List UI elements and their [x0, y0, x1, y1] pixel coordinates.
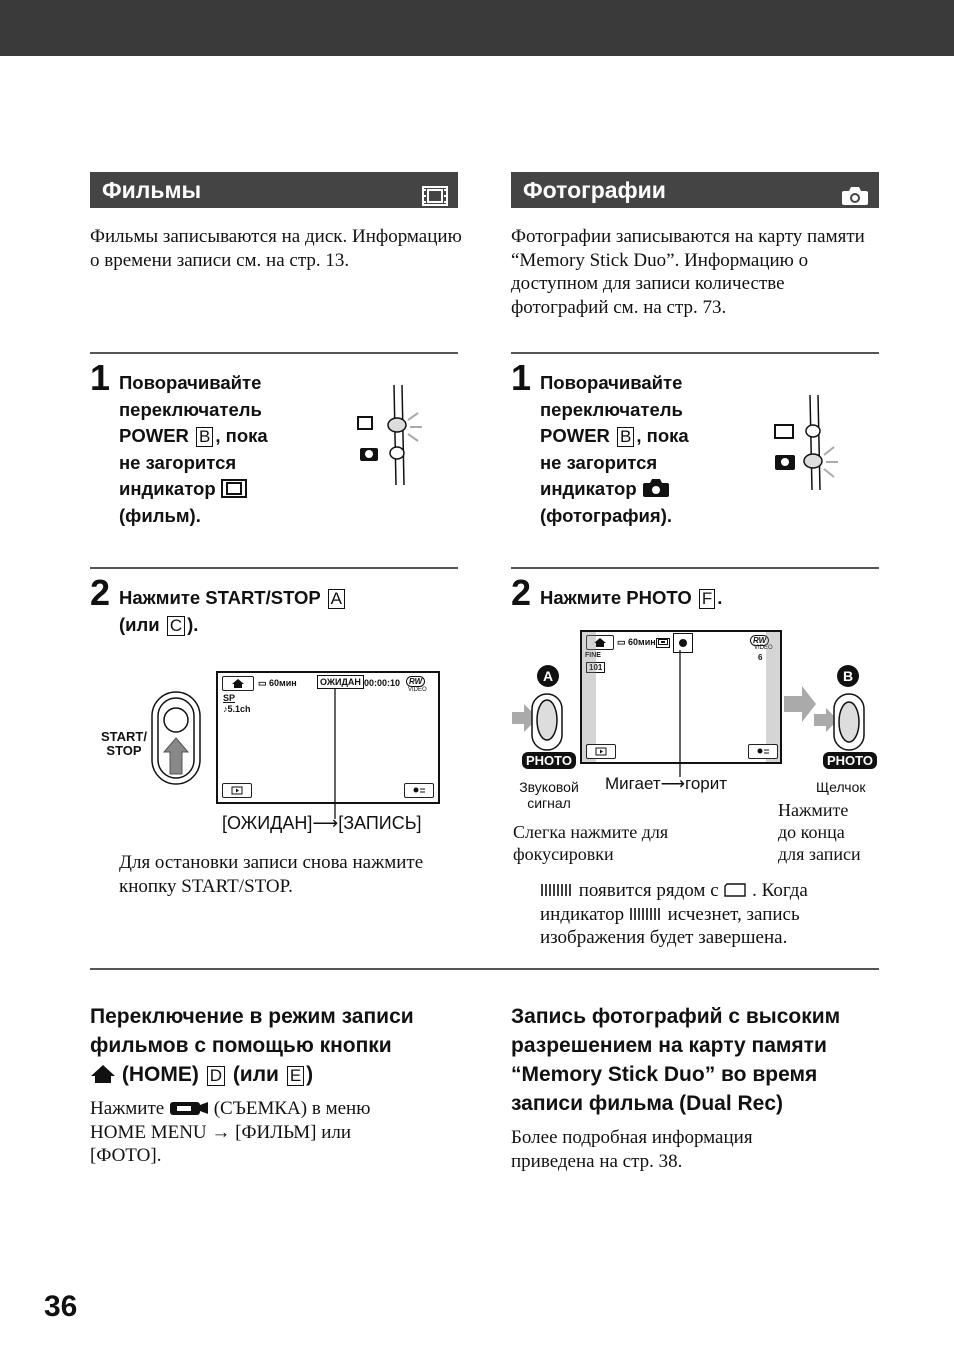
photos-step2-text	[540, 585, 870, 612]
dual-rec-icon	[658, 639, 668, 645]
heading-line: “Memory Stick Duo” во время	[511, 1063, 818, 1086]
step-line	[119, 585, 449, 612]
step-line: не загорится	[540, 451, 658, 473]
battery-text: 60мин	[269, 678, 297, 688]
reference-box: B	[617, 427, 634, 447]
heading-text: (или	[232, 1063, 279, 1086]
click-label: Щелчок	[816, 779, 866, 795]
reference-box: B	[196, 427, 213, 447]
photo-count: 6	[758, 653, 763, 662]
text-line: фокусировки	[513, 844, 614, 864]
photo-label: PHOTO	[823, 752, 877, 769]
beep-label	[514, 779, 584, 811]
heading-line	[90, 1060, 470, 1089]
movies-intro: Фильмы записываются на диск. Информацию о времени записи см. на стр. 13.	[90, 226, 462, 271]
focus-dot	[679, 639, 687, 647]
camera-icon	[642, 478, 670, 499]
video-mode: VIDEO	[754, 645, 773, 651]
full-press-caption	[778, 799, 888, 865]
step-line: не загорится	[119, 451, 237, 473]
screen-edge-shade	[582, 632, 596, 762]
blink-label	[605, 775, 727, 793]
step-text: , пока	[636, 425, 689, 446]
heading-line: разрешением на карту памяти	[511, 1034, 827, 1057]
power-switch-illustration	[352, 385, 432, 485]
audio-text: 5.1ch	[227, 704, 251, 714]
text: исчезнет, запись	[667, 903, 800, 925]
step-text: POWER	[119, 425, 189, 446]
battery-icon: ▭	[617, 637, 626, 647]
step-text: .	[717, 587, 723, 608]
folder-indicator: 101	[586, 662, 605, 673]
step-line	[119, 476, 359, 503]
step-line	[119, 423, 359, 450]
step-number: 2	[511, 572, 532, 613]
marker-b: B	[837, 665, 859, 687]
photos-step1-text	[540, 370, 780, 529]
step-line: переключатель	[540, 398, 683, 420]
status-pointer-line	[320, 688, 360, 828]
text-line: приведена на стр. 38.	[511, 1150, 683, 1172]
divider	[511, 352, 879, 354]
quality-indicator: SP	[223, 693, 236, 703]
heading-text: )	[306, 1063, 314, 1086]
dual-rec-indicator	[656, 638, 670, 648]
focus-caption	[513, 821, 753, 865]
divider	[90, 567, 458, 569]
step-text: Нажмите START/STOP	[119, 587, 321, 608]
playback-button[interactable]	[222, 783, 252, 798]
text-line	[540, 879, 880, 903]
caption-from: [ОЖИДАН]	[222, 813, 313, 833]
film-icon	[221, 478, 247, 499]
step-number: 1	[90, 357, 111, 398]
option-button[interactable]	[748, 744, 778, 759]
option-button[interactable]	[404, 783, 434, 798]
power-switch-illustration	[772, 395, 852, 490]
movies-step1-text	[119, 370, 359, 529]
recording-note	[540, 879, 880, 950]
step-line: (фильм).	[119, 504, 201, 526]
text: (СЪЕМКА) в меню	[213, 1098, 371, 1119]
status-indicator: ОЖИДАН	[317, 675, 364, 689]
step-text: ).	[187, 613, 199, 635]
text-line: Слегка нажмите для	[513, 822, 669, 842]
step-line	[540, 476, 780, 503]
text-line: HOME MENU → [ФИЛЬМ] или	[90, 1121, 352, 1143]
text-line: Нажмите	[778, 800, 849, 820]
time-counter: 00:00:10	[364, 678, 401, 688]
step-number: 2	[90, 572, 111, 613]
text-line: изображения будет завершена.	[540, 927, 788, 948]
step-line: Поворачивайте	[119, 372, 262, 393]
section-header-photos	[511, 172, 879, 208]
label-line: START/	[101, 729, 147, 744]
movies-step2-text	[119, 585, 449, 638]
reference-box: F	[699, 589, 715, 609]
caption-to: [ЗАПИСЬ]	[338, 813, 422, 833]
start-stop-label	[100, 730, 148, 758]
divider	[90, 968, 879, 970]
page-number: 36	[44, 1290, 78, 1323]
heading-line: Переключение в режим записи	[90, 1005, 414, 1028]
step-text: индикатор	[540, 478, 637, 499]
stop-note: Для остановки записи снова нажмите кнопку START/STOP.	[119, 852, 424, 897]
heading-line: записи фильма (Dual Rec)	[511, 1092, 784, 1115]
label-line: сигнал	[527, 795, 571, 811]
photo-label: PHOTO	[522, 752, 576, 769]
battery-text: 60мин	[628, 637, 656, 647]
reference-box: E	[287, 1066, 304, 1086]
text-line: до конца	[778, 822, 845, 842]
recording-bars-icon	[629, 904, 663, 925]
text-line	[90, 1097, 470, 1121]
home-mode-heading	[90, 1002, 470, 1089]
battery-icon: ▭	[258, 678, 267, 688]
heading-text: (HOME)	[121, 1063, 199, 1086]
video-mode: VIDEO	[408, 687, 427, 693]
film-icon	[422, 180, 448, 216]
label-from: Мигает	[605, 774, 661, 793]
rw-badge: RW	[750, 635, 769, 646]
section-title: Фотографии	[523, 177, 666, 203]
start-stop-button-illustration	[146, 688, 206, 788]
photos-intro: Фотографии записываются на карту памяти “Memory Stick Duo”. Информацию о доступном для записи количестве фотографий см. на стр. 73.	[511, 226, 865, 318]
arrow-right-icon: ⟶	[312, 813, 339, 833]
status-caption	[222, 813, 422, 833]
camera-mode-icon	[169, 1098, 209, 1119]
photo-button-full-press	[782, 682, 872, 754]
text-line: для записи	[778, 844, 861, 864]
reference-box: C	[167, 616, 185, 636]
marker-a: A	[537, 665, 559, 687]
step-line: Поворачивайте	[540, 372, 683, 393]
home-icon	[90, 1063, 116, 1086]
text: Нажмите	[90, 1098, 165, 1119]
memory-card-icon	[723, 880, 747, 901]
focus-pointer-line	[670, 650, 690, 778]
camera-icon	[841, 180, 869, 216]
step-text: Нажмите PHOTO	[540, 587, 692, 608]
dual-rec-text	[511, 1126, 891, 1173]
divider	[90, 352, 458, 354]
step-line	[540, 423, 780, 450]
arrow-right-icon: ⟶	[660, 774, 685, 793]
step-text: индикатор	[119, 478, 216, 499]
label-to: горит	[685, 774, 728, 793]
home-mode-text	[90, 1097, 470, 1168]
text: . Когда	[752, 880, 808, 901]
label-line: STOP	[106, 743, 142, 758]
text: индикатор	[540, 903, 625, 925]
quality-indicator: FINE	[585, 652, 601, 659]
battery-indicator	[258, 678, 297, 689]
step-text: , пока	[215, 425, 268, 446]
step-text: (или	[119, 613, 160, 635]
step-line: переключатель	[119, 398, 262, 420]
screen-edge-shade	[766, 632, 780, 762]
step-line: (фотография).	[540, 504, 673, 526]
heading-line: фильмов с помощью кнопки	[90, 1034, 392, 1057]
step-line	[540, 585, 870, 612]
text: появится рядом с	[578, 880, 719, 901]
reference-box: A	[328, 589, 345, 609]
audio-indicator: ♪5.1ch	[223, 704, 251, 714]
divider	[511, 567, 879, 569]
step-number: 1	[511, 357, 532, 398]
reference-box: D	[207, 1066, 225, 1086]
recording-bars-icon	[540, 880, 574, 901]
dual-rec-heading	[511, 1002, 891, 1118]
battery-indicator	[617, 637, 656, 648]
step-text: POWER	[540, 425, 610, 446]
step-line	[119, 612, 449, 639]
label-line: Звуковой	[519, 779, 579, 795]
heading-line: Запись фотографий с высоким	[511, 1005, 841, 1028]
section-header-movies	[90, 172, 458, 208]
text-line: Более подробная информация	[511, 1127, 753, 1148]
playback-button[interactable]	[586, 744, 616, 759]
section-title: Фильмы	[102, 177, 202, 203]
top-bar	[0, 0, 954, 56]
text-line	[540, 903, 880, 927]
rw-badge: RW	[406, 676, 425, 687]
text-line: [ФОТО].	[90, 1145, 162, 1166]
photo-button-half-press	[510, 690, 580, 752]
home-button[interactable]	[222, 676, 254, 691]
